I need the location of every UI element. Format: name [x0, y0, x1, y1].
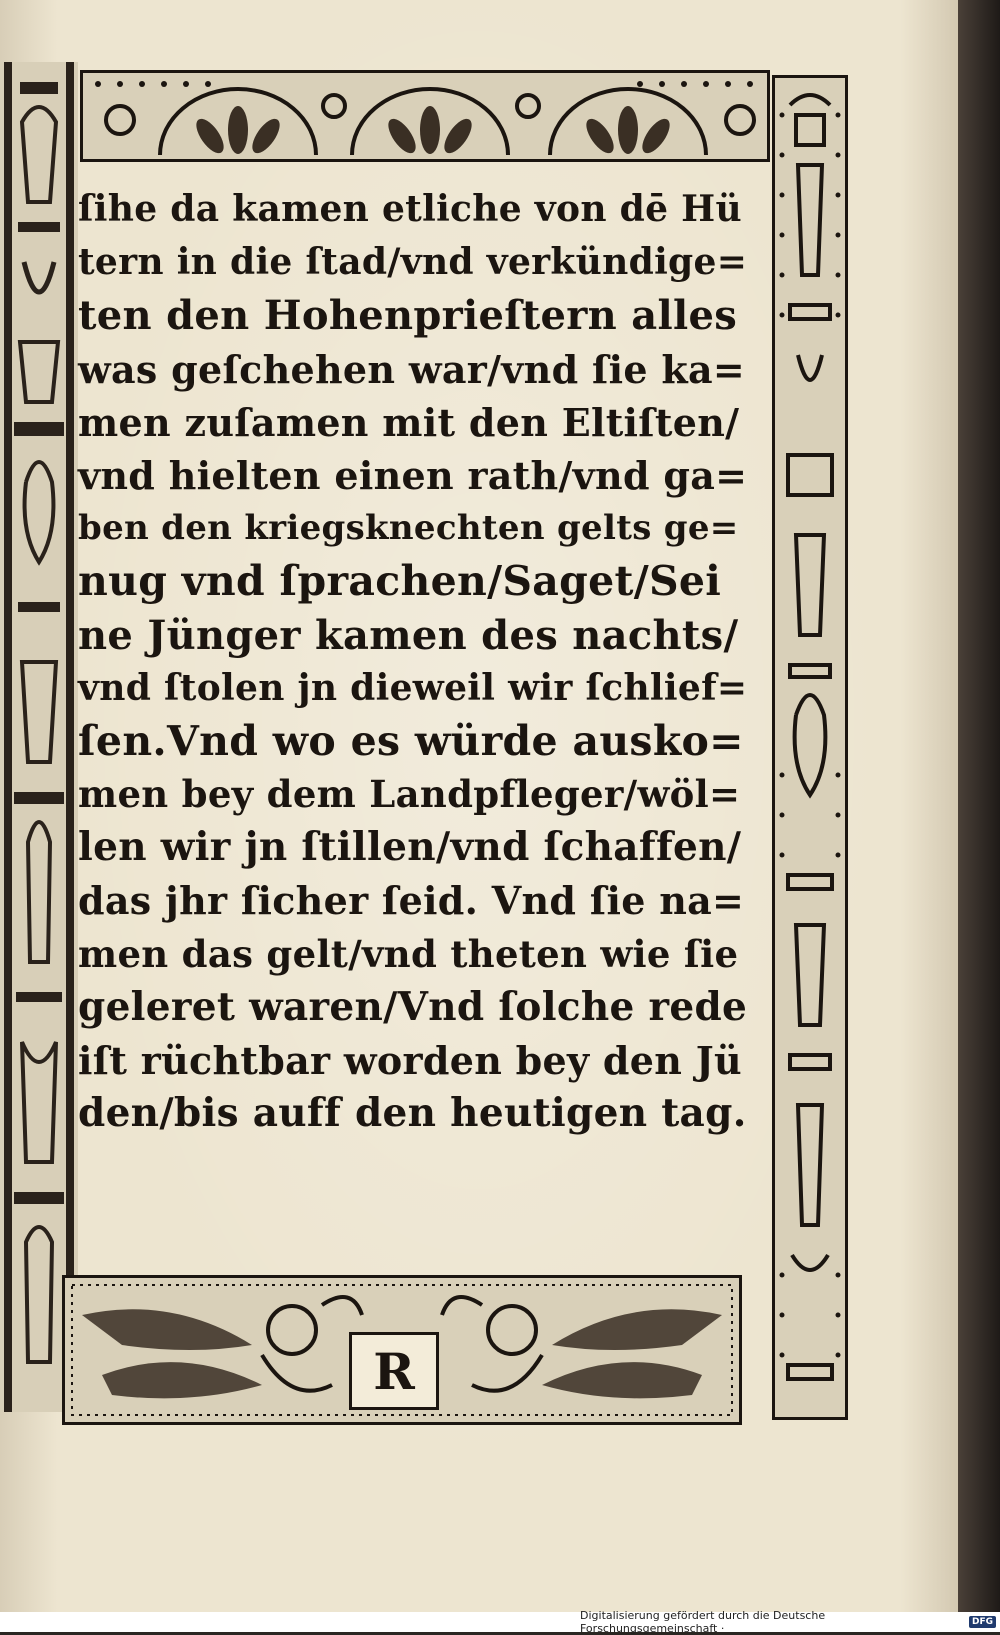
text-line: geleret waren/Vnd ſolche rede: [78, 983, 748, 1030]
text-line: ſihe da kamen etliche von dē Hü: [78, 188, 742, 230]
text-line: nug vnd ſprachen/Saget/Sei: [78, 557, 722, 606]
text-line: ſen.Vnd wo es würde ausko=: [78, 716, 744, 765]
text-line: ben den kriegsknechten gelts ge=: [78, 508, 739, 549]
footer-credit-text: Digitalisierung gefördert durch die Deutsche Forschungsgemeinschaft ·: [580, 1609, 826, 1635]
book-gutter: [958, 0, 1000, 1612]
left-pillar-ornament-icon: [0, 62, 78, 1412]
text-line: ne Jünger kamen des nachts/: [78, 611, 739, 659]
top-rosette-band-icon: [80, 70, 770, 162]
text-line: iſt rüchtbar worden bey den Jü: [78, 1038, 742, 1083]
text-line: das jhr ſicher ſeid. Vnd ſie na=: [78, 878, 745, 924]
text-line: len wir jn ſtillen/vnd ſchaffen/: [78, 824, 742, 871]
dfg-logo-icon: DFG: [969, 1616, 996, 1628]
body-text: [78, 183, 748, 1140]
text-line: tern in die ſtad/vnd verkündige=: [78, 241, 748, 284]
footer-credit: [580, 1609, 1000, 1635]
text-line: vnd ſtolen jn dieweil wir ſchlief=: [78, 666, 748, 709]
text-line: was geſchehen war/vnd ſie ka=: [78, 346, 746, 392]
text-line: men das gelt/vnd theten wie ſie: [78, 931, 739, 976]
text-line: den/bis auff den heutigen tag.: [78, 1090, 747, 1137]
footer-strip: [0, 1612, 580, 1632]
text-line: vnd hielten einen rath/vnd ga=: [78, 452, 748, 498]
signature-mark: R: [349, 1332, 439, 1410]
text-line: ten den Hohenprieſtern alles: [78, 292, 738, 340]
text-line: men bey dem Landpfleger/wöl=: [78, 772, 741, 817]
text-line: men zuſamen mit den Eltiſten/: [78, 399, 740, 445]
right-pillar-ornament-icon: [772, 75, 848, 1420]
